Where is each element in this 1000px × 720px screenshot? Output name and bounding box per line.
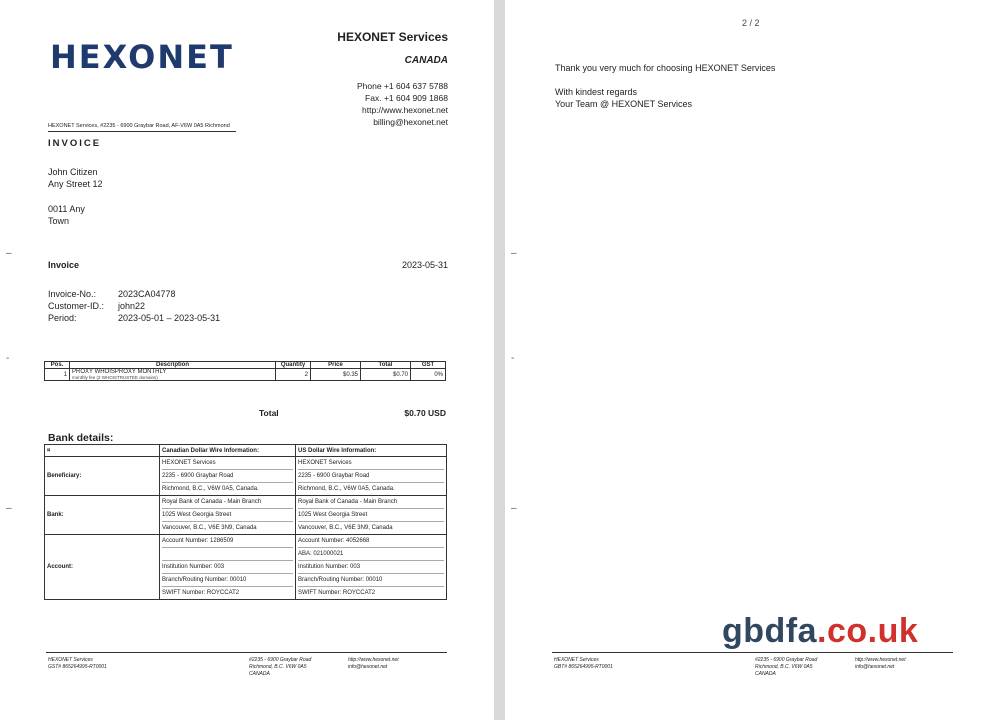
bank-line: 1025 West Georgia Street [298, 509, 444, 522]
footer-gst: GBT# 865264995-RT0001 [554, 664, 613, 670]
bank-col-cad: Canadian Dollar Wire Information: [160, 445, 296, 457]
footer-col-3 [348, 657, 399, 671]
billing-email: billing@hexonet.net [373, 117, 448, 127]
bank-details-table [44, 444, 447, 600]
document-title: INVOICE [48, 138, 102, 149]
company-country: CANADA [404, 55, 448, 66]
page-number: 2 / 2 [742, 18, 760, 28]
recipient-address [48, 166, 103, 190]
recipient-name: John Citizen [48, 167, 98, 177]
footer-col-1 [554, 657, 613, 671]
footer-col-1 [48, 657, 107, 671]
bank-line: 2235 - 6900 Graybar Road [162, 470, 293, 483]
bank-line: Branch/Routing Number: 00010 [298, 574, 444, 587]
recipient-town: Town [48, 216, 70, 226]
bank-line: SWIFT Number: ROYCCAT2 [162, 590, 240, 596]
bank-row-label: Bank: [45, 496, 160, 535]
bank-details-heading: Bank details: [48, 432, 114, 444]
bank-usd-cell [296, 457, 447, 496]
footer-divider [552, 652, 953, 653]
item-description: PROXY WHOISPROXY MONTHLY [72, 369, 167, 375]
item-total: $0.70 [361, 369, 411, 381]
bank-line: Vancouver, B.C., V6E 3N9, Canada [298, 525, 393, 531]
bank-line: 2235 - 6900 Graybar Road [298, 470, 444, 483]
closing-text [555, 62, 775, 110]
item-quantity: 2 [276, 369, 311, 381]
bank-row-label: Account: [45, 535, 160, 600]
company-name: HEXONET Services [337, 30, 448, 44]
sender-address-line: HEXONET Services, #2235 - 6900 Graybar Road, AF-V6W 0A5 Richmond [48, 123, 236, 132]
meta-label: Customer-ID.: [48, 301, 105, 311]
watermark-main: gbdfa [722, 612, 818, 650]
meta-row [48, 288, 234, 300]
meta-value: 2023CA04778 [118, 289, 176, 299]
bank-cad-cell [160, 535, 296, 600]
col-pos: Pos. [45, 362, 70, 369]
item-gst: 0% [411, 369, 446, 381]
bank-row-label: Beneficiary: [45, 457, 160, 496]
footer-country: CANADA [755, 671, 776, 677]
table-row [45, 535, 447, 600]
footer-col-3 [855, 657, 906, 671]
col-gst: GST [411, 362, 446, 369]
bank-line: Richmond, B.C., V6W 0A5, Canada. [162, 486, 259, 492]
bank-usd-cell [296, 496, 447, 535]
bank-line: Institution Number: 003 [298, 561, 444, 574]
table-header [45, 445, 447, 457]
footer-divider [46, 652, 447, 653]
item-price: $0.35 [311, 369, 361, 381]
meta-row [48, 312, 234, 324]
table-row [45, 369, 446, 381]
bank-line: Institution Number: 003 [162, 561, 293, 574]
fold-mark: – [511, 503, 517, 514]
regards-line: With kindest regards [555, 87, 638, 97]
bank-col-usd: US Dollar Wire Information: [296, 445, 447, 457]
footer-company: HEXONET Services [554, 657, 599, 663]
invoice-page-1 [0, 0, 494, 720]
recipient-street: Any Street 12 [48, 179, 103, 189]
bank-line: Vancouver, B.C., V6E 3N9, Canada [162, 525, 257, 531]
footer-website: http://www.hexonet.net [855, 657, 906, 663]
total-label: Total [259, 408, 279, 418]
company-logo: HEXONET [50, 38, 234, 76]
bank-line: Royal Bank of Canada - Main Branch [298, 496, 444, 509]
footer-email: info@hexonet.net [348, 664, 388, 670]
bank-line: 1025 West Georgia Street [162, 509, 293, 522]
invoice-date: 2023-05-31 [401, 260, 448, 270]
col-total: Total [361, 362, 411, 369]
bank-line: Royal Bank of Canada - Main Branch [162, 496, 293, 509]
footer-col-2 [755, 657, 817, 678]
phone: Phone +1 604 637 5788 [357, 81, 448, 91]
invoice-label: Invoice [48, 260, 80, 270]
footer-city: Richmond, B.C. V6W 0A5 [755, 664, 813, 670]
bank-line: HEXONET Services [298, 457, 444, 470]
hole-mark: - [511, 353, 515, 364]
table-header [45, 362, 446, 369]
bank-line: Richmond, B.C., V6W 0A5, Canada. [298, 486, 395, 492]
meta-value: john22 [118, 301, 146, 311]
footer-street: #2235 - 6900 Graybar Road [249, 657, 312, 663]
recipient-zip: 0011 Any [48, 204, 85, 214]
footer-col-2 [249, 657, 311, 678]
fold-mark: – [6, 503, 12, 514]
footer-website: http://www.hexonet.net [348, 657, 399, 663]
col-price: Price [311, 362, 361, 369]
fold-mark: – [6, 248, 12, 259]
total-amount: $0.70 USD [404, 408, 446, 418]
company-contact [357, 80, 448, 128]
bank-line: Account Number: 4052668 [298, 535, 444, 548]
bank-line: Branch/Routing Number: 00010 [162, 574, 293, 587]
item-subdescription: monthly fee (2 WHOISTRUSTEE domains) [72, 375, 158, 380]
bank-col-marker: ¤ [45, 445, 160, 457]
signature-line: Your Team @ HEXONET Services [555, 99, 693, 109]
spacer [555, 74, 775, 86]
bank-line [162, 548, 293, 561]
bank-usd-cell [296, 535, 447, 600]
table-row [45, 457, 447, 496]
meta-value: 2023-05-01 – 2023-05-31 [118, 313, 221, 323]
table-row [45, 496, 447, 535]
watermark-domain: .co.uk [817, 612, 919, 650]
footer-city: Richmond, B.C. V6W 0A5 [249, 664, 307, 670]
invoice-meta [48, 288, 234, 324]
watermark [722, 612, 918, 651]
bank-line: ABA: 021000021 [298, 548, 444, 561]
fax: Fax. +1 604 909 1868 [365, 93, 448, 103]
footer-street: #2235 - 6900 Graybar Road [755, 657, 818, 663]
meta-label: Invoice-No.: [48, 289, 97, 299]
item-pos: 1 [45, 369, 70, 381]
bank-cad-cell [160, 496, 296, 535]
bank-line: Account Number: 1286509 [162, 535, 293, 548]
website: http://www.hexonet.net [362, 105, 448, 115]
col-description: Description [70, 362, 276, 369]
col-quantity: Quantity [276, 362, 311, 369]
meta-label: Period: [48, 313, 77, 323]
line-items-table [44, 361, 446, 381]
footer-company: HEXONET Services [48, 657, 93, 663]
footer-email: info@hexonet.net [855, 664, 895, 670]
meta-row [48, 300, 234, 312]
fold-mark: – [511, 248, 517, 259]
bank-line: HEXONET Services [162, 457, 293, 470]
thanks-line: Thank you very much for choosing HEXONET Services [555, 63, 776, 73]
footer-gst: GST# 865264995-RT0001 [48, 664, 107, 670]
bank-cad-cell [160, 457, 296, 496]
recipient-city-block [48, 203, 85, 227]
invoice-page-2 [505, 0, 1000, 720]
item-description-cell [70, 369, 276, 381]
footer-country: CANADA [249, 671, 270, 677]
hole-mark: - [6, 353, 10, 364]
bank-line: SWIFT Number: ROYCCAT2 [298, 590, 376, 596]
